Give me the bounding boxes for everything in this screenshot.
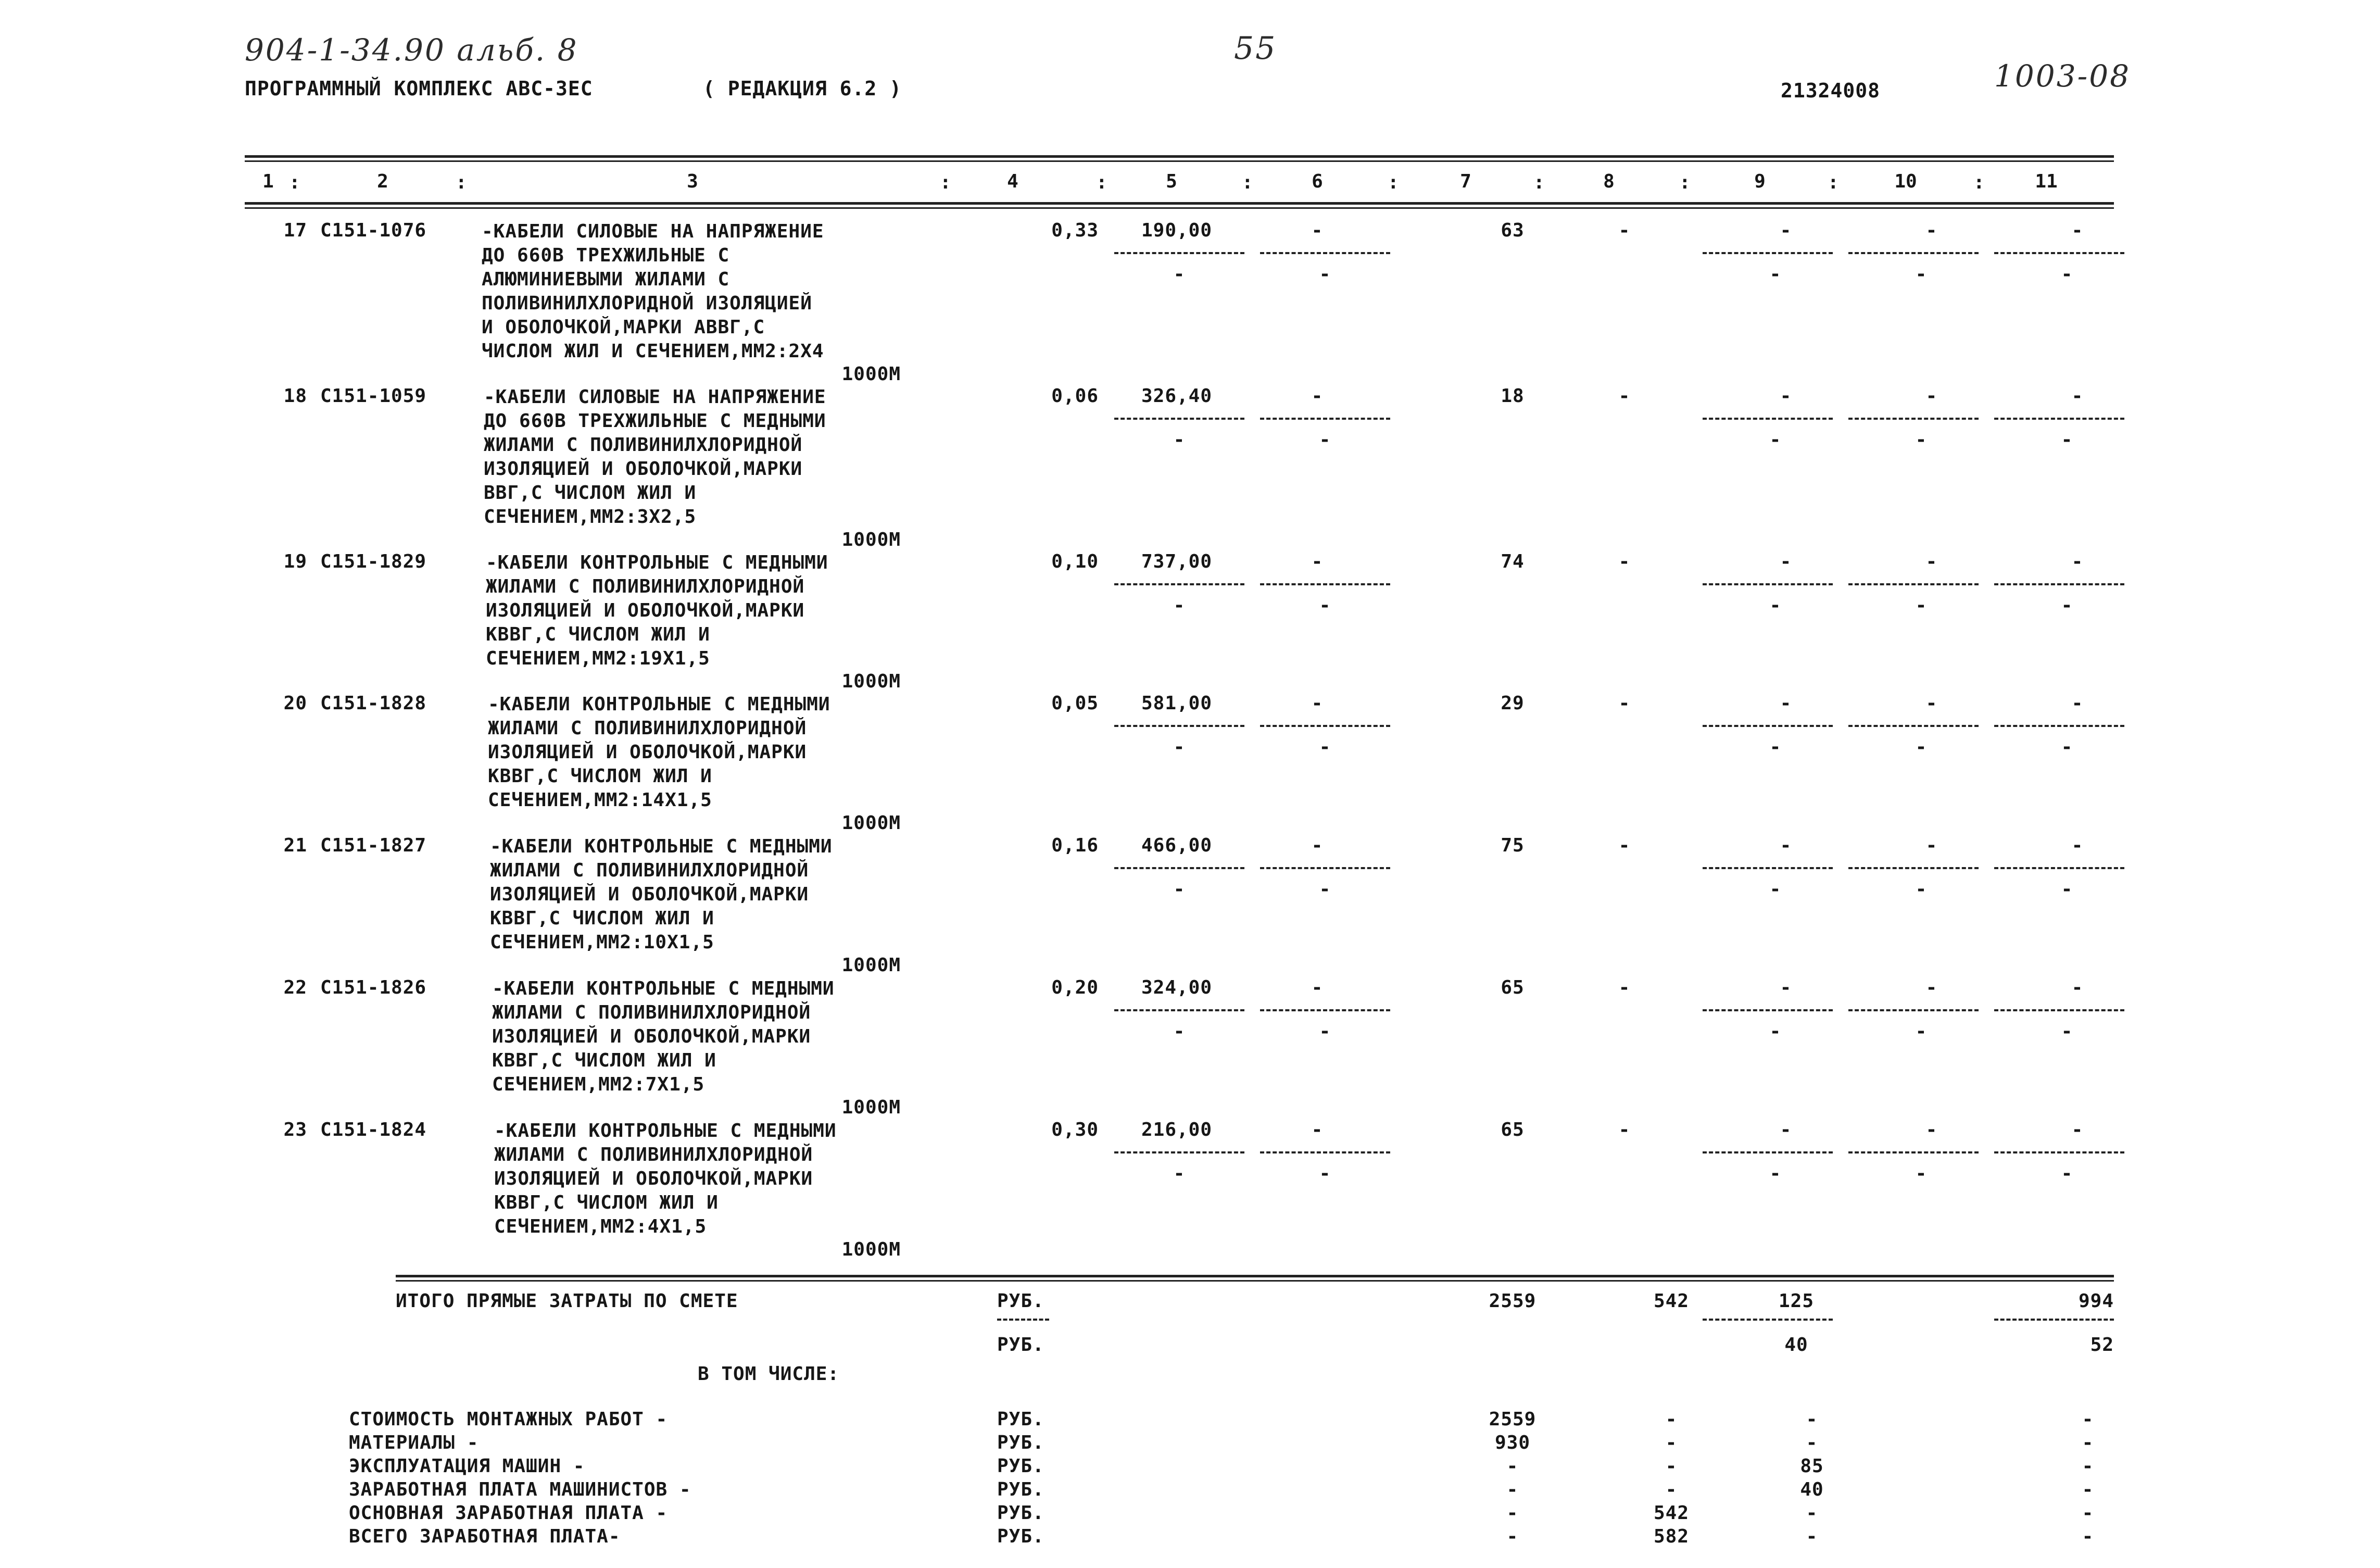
breakdown-col9: - [1806,1409,1818,1430]
description-line: -КАБЕЛИ КОНТРОЛЬНЫЕ С МЕДНЫМИ [490,836,833,857]
denominator-value: - [2061,429,2073,450]
col8-value: - [1618,693,1631,714]
breakdown-col7: - [1506,1456,1519,1477]
fraction-line [1114,418,1244,420]
row-number: 21 [283,835,307,856]
column-header-9: 9 [1754,171,1766,192]
description-line: ЖИЛАМИ С ПОЛИВИНИЛХЛОРИДНОЙ [490,860,809,881]
unit-fraction-line [997,1319,1049,1321]
denominator-value: - [1769,595,1782,616]
description-line: СЕЧЕНИЕМ,ММ2:4Х1,5 [494,1216,707,1237]
description-line: -КАБЕЛИ КОНТРОЛЬНЫЕ С МЕДНЫМИ [494,1120,837,1141]
item-description [486,551,828,671]
denominator-value: - [2061,736,2073,758]
fraction-line [1703,418,1833,420]
column-header-1: 1 [262,171,274,192]
totals-col11-denominator: 52 [2090,1334,2114,1356]
fraction-line [1848,725,1979,727]
item-description [484,385,826,529]
breakdown-col8: - [1665,1409,1678,1430]
breakdown-label: ВСЕГО ЗАРАБОТНАЯ ПЛАТА- [349,1526,621,1547]
totals-unit: РУБ. [997,1290,1044,1312]
description-line: КВВГ,С ЧИСЛОМ ЖИЛ И [486,624,710,645]
denominator-value: - [1915,264,1928,285]
unit-of-measure: 1000М [841,363,901,385]
description-line: КВВГ,С ЧИСЛОМ ЖИЛ И [490,908,714,929]
totals-unit-2: РУБ. [997,1334,1044,1356]
denominator-value: - [1915,879,1928,900]
unit-price: 737,00 [1141,551,1213,572]
item-description [490,835,833,955]
description-line: ИЗОЛЯЦИЕЙ И ОБОЛОЧКОЙ,МАРКИ [494,1168,813,1189]
totals-col8: 542 [1653,1290,1690,1312]
breakdown-col9: - [1806,1432,1818,1453]
item-description [494,1119,837,1239]
fraction-line [1260,418,1390,420]
rate-code: С151-1826 [320,977,427,998]
col8-value: - [1618,1119,1631,1140]
unit-price: 190,00 [1141,220,1213,241]
program-title: ПРОГРАММНЫЙ КОМПЛЕКС АВС-3ЕС [245,77,593,100]
col11-value: - [2071,835,2084,856]
totals-col9: 125 [1778,1290,1815,1312]
col6-value: - [1311,1119,1324,1140]
col7-value: 65 [1501,977,1525,998]
fraction-line [1260,725,1390,727]
breakdown-col11: - [2082,1479,2094,1500]
row-number: 22 [283,977,307,998]
rate-code: С151-1827 [320,835,427,856]
breakdown-col9: - [1806,1526,1818,1547]
doc-reference-handwritten: 904-1-34.90 альб. 8 [245,32,578,68]
denominator-value: - [1769,1021,1782,1042]
col7-value: 18 [1501,385,1525,407]
col9-value: - [1780,835,1792,856]
col6-value: - [1311,385,1324,407]
column-separator: : [1096,172,1107,193]
description-line: КВВГ,С ЧИСЛОМ ЖИЛ И [488,766,712,787]
denominator-value: - [1915,595,1928,616]
denominator-value: - [1173,736,1186,758]
including-label: В ТОМ ЧИСЛЕ: [698,1363,840,1385]
fraction-line [1848,1151,1979,1153]
fraction-line [1114,725,1244,727]
breakdown-col8: - [1665,1456,1678,1477]
quantity: 0,06 [1051,385,1099,407]
breakdown-col7: - [1506,1526,1519,1547]
denominator-value: - [2061,1021,2073,1042]
col9-value: - [1780,977,1792,998]
denominator-value: - [1769,736,1782,758]
description-line: ЖИЛАМИ С ПОЛИВИНИЛХЛОРИДНОЙ [494,1144,813,1165]
totals-col9-denominator: 40 [1784,1334,1808,1356]
edition-label: ( РЕДАКЦИЯ 6.2 ) [703,77,902,100]
breakdown-col7: 2559 [1489,1409,1537,1430]
column-separator: : [1973,172,1985,193]
description-line: ИЗОЛЯЦИЕЙ И ОБОЛОЧКОЙ,МАРКИ [492,1026,811,1047]
breakdown-col8: - [1665,1479,1678,1500]
breakdown-label: СТОИМОСТЬ МОНТАЖНЫХ РАБОТ - [349,1409,668,1430]
quantity: 0,30 [1051,1119,1099,1140]
col6-value: - [1311,220,1324,241]
denominator-value: - [2061,879,2073,900]
quantity: 0,10 [1051,551,1099,572]
sheet-reference-handwritten: 1003-08 [1994,58,2131,94]
description-line: ЖИЛАМИ С ПОЛИВИНИЛХЛОРИДНОЙ [486,576,805,597]
fraction-line [1260,1009,1390,1011]
unit-of-measure: 1000М [841,955,901,976]
unit-of-measure: 1000М [841,1097,901,1118]
breakdown-label: ЭКСПЛУАТАЦИЯ МАШИН - [349,1456,585,1477]
col8-value: - [1618,835,1631,856]
breakdown-col8: 542 [1653,1502,1690,1524]
description-line: ДО 660В ТРЕХЖИЛЬНЫЕ С [482,245,730,266]
page-number: 55 [1234,30,1277,67]
denominator-value: - [1769,879,1782,900]
fraction-line [1994,583,2124,585]
col8-value: - [1618,551,1631,572]
fraction-line [1703,252,1833,254]
unit-of-measure: 1000М [841,671,901,692]
unit-of-measure: 1000М [841,812,901,834]
description-line: АЛЮМИНИЕВЫМИ ЖИЛАМИ С [482,269,730,290]
fraction-line [1260,252,1390,254]
column-separator: : [1533,172,1545,193]
fraction-line [1114,1151,1244,1153]
description-line: ЧИСЛОМ ЖИЛ И СЕЧЕНИЕМ,ММ2:2Х4 [482,341,824,362]
breakdown-col11: - [2082,1432,2094,1453]
denominator-value: - [2061,595,2073,616]
fraction-line [1848,252,1979,254]
column-separator: : [1388,172,1399,193]
column-header-10: 10 [1894,171,1917,192]
description-line: ДО 660В ТРЕХЖИЛЬНЫЕ С МЕДНЫМИ [484,410,826,432]
description-line: И ОБОЛОЧКОЙ,МАРКИ АВВГ,С [482,317,765,338]
description-line: КВВГ,С ЧИСЛОМ ЖИЛ И [494,1192,719,1213]
description-line: СЕЧЕНИЕМ,ММ2:3Х2,5 [484,506,697,528]
col8-value: - [1618,220,1631,241]
fraction-line [1994,1151,2124,1153]
breakdown-col7: 930 [1494,1432,1531,1453]
description-line: -КАБЕЛИ КОНТРОЛЬНЫЕ С МЕДНЫМИ [486,552,828,573]
row-number: 18 [283,385,307,407]
column-header-7: 7 [1460,171,1471,192]
item-description [492,977,835,1097]
item-description [482,220,824,363]
fraction-line [1994,1009,2124,1011]
description-line: -КАБЕЛИ СИЛОВЫЕ НА НАПРЯЖЕНИЕ [484,386,826,408]
col8-value: - [1618,977,1631,998]
col8-value: - [1618,385,1631,407]
col9-value: - [1780,551,1792,572]
col7-value: 65 [1501,1119,1525,1140]
description-line: ИЗОЛЯЦИЕЙ И ОБОЛОЧКОЙ,МАРКИ [488,742,807,763]
column-separator: : [1242,172,1253,193]
denominator-value: - [1173,429,1186,450]
breakdown-col8: 582 [1653,1526,1690,1547]
column-header-11: 11 [2035,171,2058,192]
quantity: 0,20 [1051,977,1099,998]
breakdown-col11: - [2082,1409,2094,1430]
breakdown-unit: РУБ. [997,1479,1044,1500]
table-top-rule [245,155,2114,158]
breakdown-unit: РУБ. [997,1526,1044,1547]
column-separator: : [1679,172,1691,193]
quantity: 0,05 [1051,693,1099,714]
denominator-value: - [1319,429,1331,450]
fraction-line [1703,725,1833,727]
column-header-3: 3 [687,171,698,192]
breakdown-col8: - [1665,1432,1678,1453]
col9-value: - [1780,385,1792,407]
col10-value: - [1925,220,1938,241]
item-description [488,693,830,812]
fraction-line [1703,1151,1833,1153]
col11-value: - [2071,220,2084,241]
column-header-rule-inner [245,207,2114,209]
rate-code: С151-1828 [320,693,427,714]
denominator-value: - [1319,264,1331,285]
unit-price: 326,40 [1141,385,1213,407]
breakdown-col9: 40 [1800,1479,1824,1500]
col11-value: - [2071,385,2084,407]
unit-price: 216,00 [1141,1119,1213,1140]
breakdown-label: ЗАРАБОТНАЯ ПЛАТА МАШИНИСТОВ - [349,1479,691,1500]
col10-value: - [1925,385,1938,407]
column-header-rule [245,202,2114,205]
description-line: СЕЧЕНИЕМ,ММ2:10Х1,5 [490,932,714,953]
denominator-value: - [1915,736,1928,758]
column-header-2: 2 [377,171,388,192]
col11-value: - [2071,693,2084,714]
col10-value: - [1925,835,1938,856]
col11-value: - [2071,977,2084,998]
row-number: 19 [283,551,307,572]
description-line: -КАБЕЛИ КОНТРОЛЬНЫЕ С МЕДНЫМИ [488,694,830,715]
unit-of-measure: 1000М [841,529,901,550]
rate-code: С151-1829 [320,551,427,572]
col6-value: - [1311,551,1324,572]
row-number: 23 [283,1119,307,1140]
breakdown-label: ОСНОВНАЯ ЗАРАБОТНАЯ ПЛАТА - [349,1502,668,1524]
denominator-value: - [1915,429,1928,450]
breakdown-col9: 85 [1800,1456,1824,1477]
unit-of-measure: 1000М [841,1239,901,1260]
col9-value: - [1780,1119,1792,1140]
denominator-value: - [1769,264,1782,285]
description-line: ИЗОЛЯЦИЕЙ И ОБОЛОЧКОЙ,МАРКИ [486,600,805,621]
description-line: ПОЛИВИНИЛХЛОРИДНОЙ ИЗОЛЯЦИЕЙ [482,293,812,314]
fraction-line [1260,583,1390,585]
totals-label: ИТОГО ПРЯМЫЕ ЗАТРАТЫ ПО СМЕТЕ [396,1290,738,1312]
denominator-value: - [1319,1163,1331,1184]
breakdown-col7: - [1506,1502,1519,1524]
row-number: 17 [283,220,307,241]
col11-value: - [2071,1119,2084,1140]
document-code: 21324008 [1781,79,1881,102]
fraction-line [1260,1151,1390,1153]
denominator-value: - [1769,1163,1782,1184]
description-line: ЖИЛАМИ С ПОЛИВИНИЛХЛОРИДНОЙ [492,1002,811,1023]
description-line: СЕЧЕНИЕМ,ММ2:7Х1,5 [492,1074,705,1095]
col9-value: - [1780,220,1792,241]
rate-code: С151-1824 [320,1119,427,1140]
unit-price: 324,00 [1141,977,1213,998]
denominator-value: - [2061,264,2073,285]
denominator-value: - [1319,736,1331,758]
breakdown-unit: РУБ. [997,1456,1044,1477]
breakdown-col7: - [1506,1479,1519,1500]
breakdown-col11: - [2082,1502,2094,1524]
description-line: СЕЧЕНИЕМ,ММ2:14Х1,5 [488,789,712,811]
denominator-value: - [1173,1021,1186,1042]
description-line: ИЗОЛЯЦИЕЙ И ОБОЛОЧКОЙ,МАРКИ [484,458,803,480]
totals-rule [396,1275,2114,1277]
col10-value: - [1925,977,1938,998]
rate-code: С151-1059 [320,385,427,407]
column-header-6: 6 [1312,171,1323,192]
denominator-value: - [1173,1163,1186,1184]
denominator-value: - [1915,1163,1928,1184]
col6-value: - [1311,977,1324,998]
column-header-5: 5 [1166,171,1177,192]
fraction-line [1994,867,2124,869]
col6-value: - [1311,693,1324,714]
fraction-line [1703,583,1833,585]
quantity: 0,33 [1051,220,1099,241]
description-line: СЕЧЕНИЕМ,ММ2:19Х1,5 [486,648,710,669]
fraction-line [1848,583,1979,585]
rate-code: С151-1076 [320,220,427,241]
description-line: ЖИЛАМИ С ПОЛИВИНИЛХЛОРИДНОЙ [484,434,803,456]
description-line: -КАБЕЛИ КОНТРОЛЬНЫЕ С МЕДНЫМИ [492,978,835,999]
fraction-line [1703,867,1833,869]
breakdown-col11: - [2082,1526,2094,1547]
col9-value: - [1780,693,1792,714]
col10-value: - [1925,693,1938,714]
fraction-line [1114,252,1244,254]
fraction-line [1114,867,1244,869]
fraction-line [1114,1009,1244,1011]
row-number: 20 [283,693,307,714]
breakdown-unit: РУБ. [997,1409,1044,1430]
denominator-value: - [1915,1021,1928,1042]
breakdown-unit: РУБ. [997,1432,1044,1453]
fraction-line [1994,418,2124,420]
col7-value: 74 [1501,551,1525,572]
col10-value: - [1925,551,1938,572]
col11-value: - [2071,551,2084,572]
breakdown-unit: РУБ. [997,1502,1044,1524]
col10-value: - [1925,1119,1938,1140]
description-line: КВВГ,С ЧИСЛОМ ЖИЛ И [492,1050,716,1071]
fraction-line [1848,867,1979,869]
totals-col9-fraction-line [1703,1319,1833,1321]
description-line: ВВГ,С ЧИСЛОМ ЖИЛ И [484,482,697,504]
breakdown-col9: - [1806,1502,1818,1524]
breakdown-col11: - [2082,1456,2094,1477]
denominator-value: - [2061,1163,2073,1184]
column-header-8: 8 [1603,171,1615,192]
fraction-line [1994,725,2124,727]
totals-col7: 2559 [1489,1290,1537,1312]
table-top-rule-inner [245,160,2114,162]
description-line: ИЗОЛЯЦИЕЙ И ОБОЛОЧКОЙ,МАРКИ [490,884,809,905]
denominator-value: - [1769,429,1782,450]
fraction-line [1848,418,1979,420]
fraction-line [1994,252,2124,254]
denominator-value: - [1173,264,1186,285]
denominator-value: - [1319,1021,1331,1042]
denominator-value: - [1319,595,1331,616]
fraction-line [1114,583,1244,585]
unit-price: 581,00 [1141,693,1213,714]
description-line: ЖИЛАМИ С ПОЛИВИНИЛХЛОРИДНОЙ [488,718,807,739]
unit-price: 466,00 [1141,835,1213,856]
totals-col11-fraction-line [1994,1319,2114,1321]
column-separator: : [1828,172,1839,193]
denominator-value: - [1319,879,1331,900]
quantity: 0,16 [1051,835,1099,856]
fraction-line [1260,867,1390,869]
column-header-4: 4 [1007,171,1018,192]
column-separator: : [456,172,467,193]
totals-rule-inner [396,1280,2114,1282]
fraction-line [1848,1009,1979,1011]
col7-value: 63 [1501,220,1525,241]
col6-value: - [1311,835,1324,856]
denominator-value: - [1173,595,1186,616]
col7-value: 29 [1501,693,1525,714]
totals-col11: 994 [2078,1290,2114,1312]
description-line: -КАБЕЛИ СИЛОВЫЕ НА НАПРЯЖЕНИЕ [482,221,824,242]
col7-value: 75 [1501,835,1525,856]
breakdown-label: МАТЕРИАЛЫ - [349,1432,479,1453]
column-separator: : [940,172,951,193]
fraction-line [1703,1009,1833,1011]
column-separator: : [289,172,300,193]
denominator-value: - [1173,879,1186,900]
